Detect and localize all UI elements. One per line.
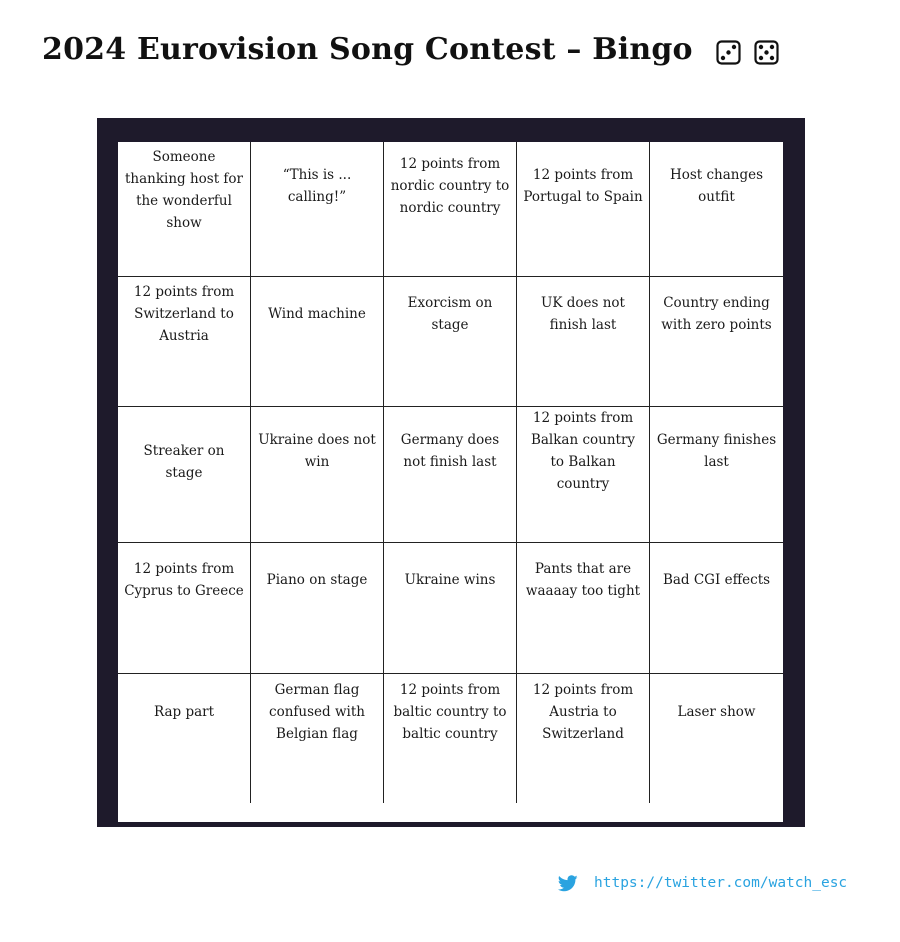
bingo-cell-text: UK does not finish last (541, 295, 625, 333)
bingo-cell-text: Laser show (677, 704, 756, 720)
bingo-cell-text: 12 points from Austria to Switzerland (532, 682, 634, 742)
bingo-cell-text: 12 points from Cyprus to Greece (124, 561, 244, 599)
bingo-cell-text: German flag confused with Belgian flag (269, 682, 365, 742)
bingo-cell (650, 674, 783, 803)
bingo-cell (650, 407, 783, 543)
bingo-cell (384, 277, 517, 407)
bingo-cell (118, 543, 251, 674)
bingo-cell (251, 674, 384, 803)
bingo-cell-text: Streaker on stage (143, 443, 225, 481)
dice-five-icon (754, 40, 779, 65)
twitter-link[interactable]: https://twitter.com/watch_esc (594, 875, 848, 891)
twitter-bird-icon (558, 875, 578, 892)
bingo-cell (251, 142, 384, 277)
bingo-cell-text: 12 points from Balkan country to Balkan country (530, 410, 636, 492)
bingo-cell (517, 407, 650, 543)
bingo-cell-text: Germany does not finish last (400, 432, 500, 470)
bingo-cell-text: Ukraine wins (404, 572, 496, 588)
bingo-cell (251, 277, 384, 407)
bingo-cell (517, 543, 650, 674)
footer (558, 872, 847, 894)
bingo-cell-text: Ukraine does not win (258, 432, 376, 470)
page-title: 2024 Eurovision Song Contest – Bingo (42, 32, 693, 67)
bingo-cell-text: Pants that are waaaay too tight (525, 561, 641, 599)
bingo-cell-text: Germany finishes last (656, 432, 777, 470)
bingo-cell (251, 407, 384, 543)
bingo-cell (384, 142, 517, 277)
bingo-cell (384, 407, 517, 543)
bingo-cell-text: Piano on stage (266, 572, 368, 588)
bingo-cell (118, 674, 251, 803)
bingo-cell (650, 277, 783, 407)
bingo-cell (517, 674, 650, 803)
bingo-cell-text: “This is ... calling!” (282, 167, 352, 205)
bingo-cell (517, 142, 650, 277)
bingo-cell-text: Exorcism on stage (407, 295, 493, 333)
bingo-cell (118, 142, 251, 277)
bingo-cell (650, 543, 783, 674)
bingo-cell-text: 12 points from baltic country to baltic country (393, 682, 507, 742)
bingo-cell-text: Bad CGI effects (662, 572, 771, 588)
bingo-cell (517, 277, 650, 407)
bingo-cell-text: 12 points from Switzerland to Austria (133, 284, 235, 344)
bingo-cell-text: 12 points from Portugal to Spain (523, 167, 643, 205)
bingo-cell (118, 407, 251, 543)
bingo-cell-text: Someone thanking host for the wonderful show (124, 149, 244, 231)
bingo-cell-text: Wind machine (268, 306, 366, 322)
bingo-cell (384, 543, 517, 674)
dice-three-icon (716, 40, 741, 65)
bingo-cell-text: Host changes outfit (669, 167, 764, 205)
bingo-cell-text: Rap part (153, 704, 215, 720)
bingo-cell-text: 12 points from nordic country to nordic country (390, 156, 510, 216)
bingo-cell (118, 277, 251, 407)
bingo-cell (251, 543, 384, 674)
bingo-board (97, 118, 805, 827)
bingo-cell (384, 674, 517, 803)
bingo-cell-text: Country ending with zero points (661, 295, 772, 333)
bingo-grid (118, 142, 783, 822)
bingo-cell (650, 142, 783, 277)
